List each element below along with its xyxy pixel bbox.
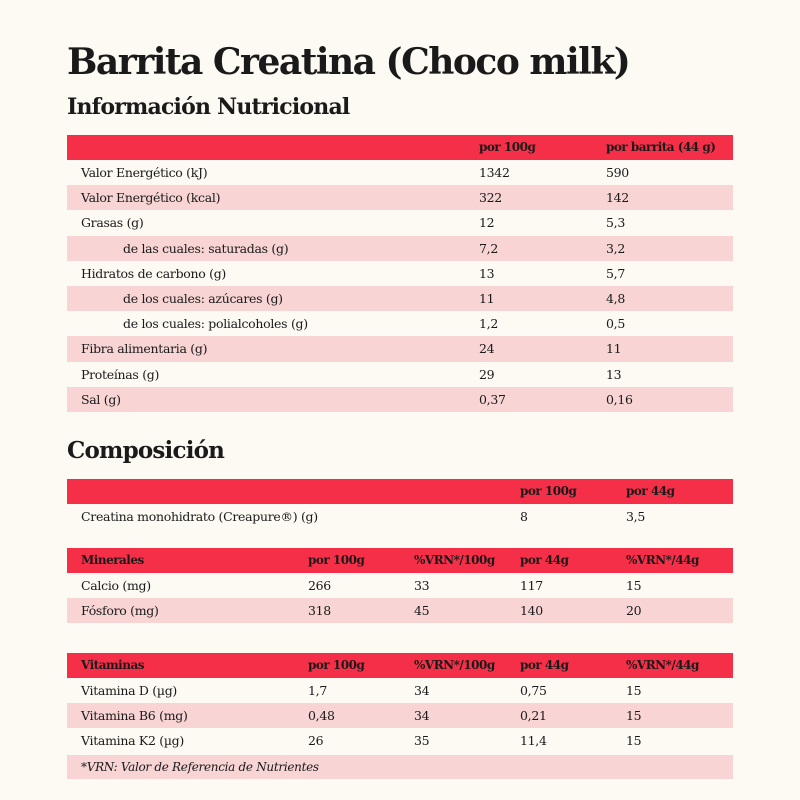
nutrition-row [67, 236, 733, 261]
col-header-minerals: Minerales [81, 553, 144, 567]
value-per44g: 140 [520, 603, 543, 619]
minerals-header-row [67, 548, 733, 573]
value-per100g: 322 [479, 190, 502, 206]
product-title: Barrita Creatina (Choco milk) [67, 41, 630, 83]
col-header-per100g: por 100g [308, 553, 365, 567]
value-per100g: 26 [308, 733, 324, 749]
footnote [67, 755, 733, 779]
value-per100g: 1,7 [308, 683, 327, 698]
nutrition-row [67, 387, 733, 412]
col-header-vrn-100g: %VRN*/100g [414, 658, 495, 672]
value-per-bar: 142 [606, 190, 629, 206]
value-per44g: 3,5 [626, 509, 645, 524]
value-per100g: 24 [479, 341, 495, 357]
value-vrn-44g: 15 [626, 708, 642, 724]
value-per-bar: 4,8 [606, 290, 625, 306]
ingredient-label: Creatina monohidrato (Creapure®) (g) [81, 509, 318, 524]
value-per-bar: 0,16 [606, 391, 633, 407]
nutrient-label: Vitamina B6 (mg) [81, 708, 188, 724]
value-vrn-44g: 20 [626, 603, 642, 619]
nutrition-row [67, 286, 733, 311]
value-per100g: 0,48 [308, 708, 335, 724]
nutrient-label: Valor Energético (kJ) [81, 165, 208, 180]
col-header-per44g: por 44g [626, 484, 675, 498]
value-per44g: 0,75 [520, 683, 547, 698]
minerals-table [67, 548, 733, 623]
nutrient-label: Fósforo (mg) [81, 603, 159, 619]
value-per100g: 0,37 [479, 391, 506, 407]
vitamin-row [67, 703, 733, 728]
nutrient-label: de los cuales: azúcares (g) [123, 290, 283, 306]
mineral-row [67, 598, 733, 623]
value-per100g: 318 [308, 603, 331, 619]
col-header-per44g: por 44g [520, 553, 569, 567]
nutrition-header-row [67, 135, 733, 160]
nutrition-row [67, 311, 733, 336]
vitamin-row [67, 678, 733, 703]
col-header-vrn-100g: %VRN*/100g [414, 553, 495, 567]
nutrient-label: Fibra alimentaria (g) [81, 341, 208, 357]
composition-heading: Composición [67, 437, 225, 464]
col-header-vrn-44g: %VRN*/44g [626, 553, 699, 567]
footnote-text: *VRN: Valor de Referencia de Nutrientes [81, 760, 319, 774]
composition-row [67, 504, 733, 529]
value-per100g: 12 [479, 215, 495, 231]
col-header-vitamins: Vitaminas [81, 658, 144, 672]
value-vrn-100g: 34 [414, 708, 430, 724]
nutrient-label: Grasas (g) [81, 215, 144, 231]
value-per-bar: 590 [606, 165, 629, 180]
nutrition-row [67, 185, 733, 210]
value-per100g: 266 [308, 578, 331, 593]
value-per100g: 11 [479, 290, 495, 306]
nutrition-row [67, 261, 733, 286]
value-per-bar: 5,3 [606, 215, 625, 231]
col-header-per100g: por 100g [520, 484, 577, 498]
value-vrn-44g: 15 [626, 733, 642, 749]
nutrient-label: Sal (g) [81, 391, 121, 407]
nutrient-label: de los cuales: polialcoholes (g) [123, 316, 308, 332]
nutrient-label: Proteínas (g) [81, 366, 160, 382]
value-per-bar: 0,5 [606, 316, 625, 332]
nutrient-label: Vitamina K2 (µg) [81, 733, 184, 749]
value-per44g: 11,4 [520, 733, 547, 749]
value-per44g: 0,21 [520, 708, 547, 724]
value-per100g: 1,2 [479, 316, 498, 332]
mineral-row [67, 573, 733, 598]
vitamins-table [67, 653, 733, 754]
nutrient-label: de las cuales: saturadas (g) [123, 240, 289, 256]
value-vrn-44g: 15 [626, 578, 642, 593]
col-header-per44g: por 44g [520, 658, 569, 672]
value-per100g: 1342 [479, 165, 510, 180]
composition-table [67, 479, 733, 529]
col-header-per100g: por 100g [308, 658, 365, 672]
value-per-bar: 13 [606, 366, 622, 382]
col-header-vrn-44g: %VRN*/44g [626, 658, 699, 672]
value-vrn-100g: 33 [414, 578, 430, 593]
nutrition-row [67, 160, 733, 185]
composition-header-row [67, 479, 733, 504]
value-vrn-100g: 35 [414, 733, 430, 749]
nutrition-table [67, 135, 733, 412]
nutrition-info-heading: Información Nutricional [67, 94, 350, 120]
value-per44g: 117 [520, 578, 543, 593]
value-vrn-100g: 45 [414, 603, 430, 619]
value-per-bar: 11 [606, 341, 622, 357]
value-per-bar: 5,7 [606, 265, 625, 281]
value-per100g: 13 [479, 265, 495, 281]
vitamins-header-row [67, 653, 733, 678]
nutrition-row [67, 210, 733, 235]
value-per100g: 7,2 [479, 240, 498, 256]
nutrient-label: Hidratos de carbono (g) [81, 265, 226, 281]
nutrient-label: Calcio (mg) [81, 578, 151, 593]
vitamin-row [67, 728, 733, 753]
value-per100g: 29 [479, 366, 495, 382]
value-vrn-44g: 15 [626, 683, 642, 698]
nutrition-row [67, 362, 733, 387]
value-per-bar: 3,2 [606, 240, 625, 256]
value-per100g: 8 [520, 509, 528, 524]
nutrient-label: Valor Energético (kcal) [81, 190, 221, 206]
nutrition-row [67, 336, 733, 361]
nutrient-label: Vitamina D (µg) [81, 683, 177, 698]
value-vrn-100g: 34 [414, 683, 430, 698]
col-header-per-bar: por barrita (44 g) [606, 140, 716, 154]
col-header-per100g: por 100g [479, 140, 536, 154]
